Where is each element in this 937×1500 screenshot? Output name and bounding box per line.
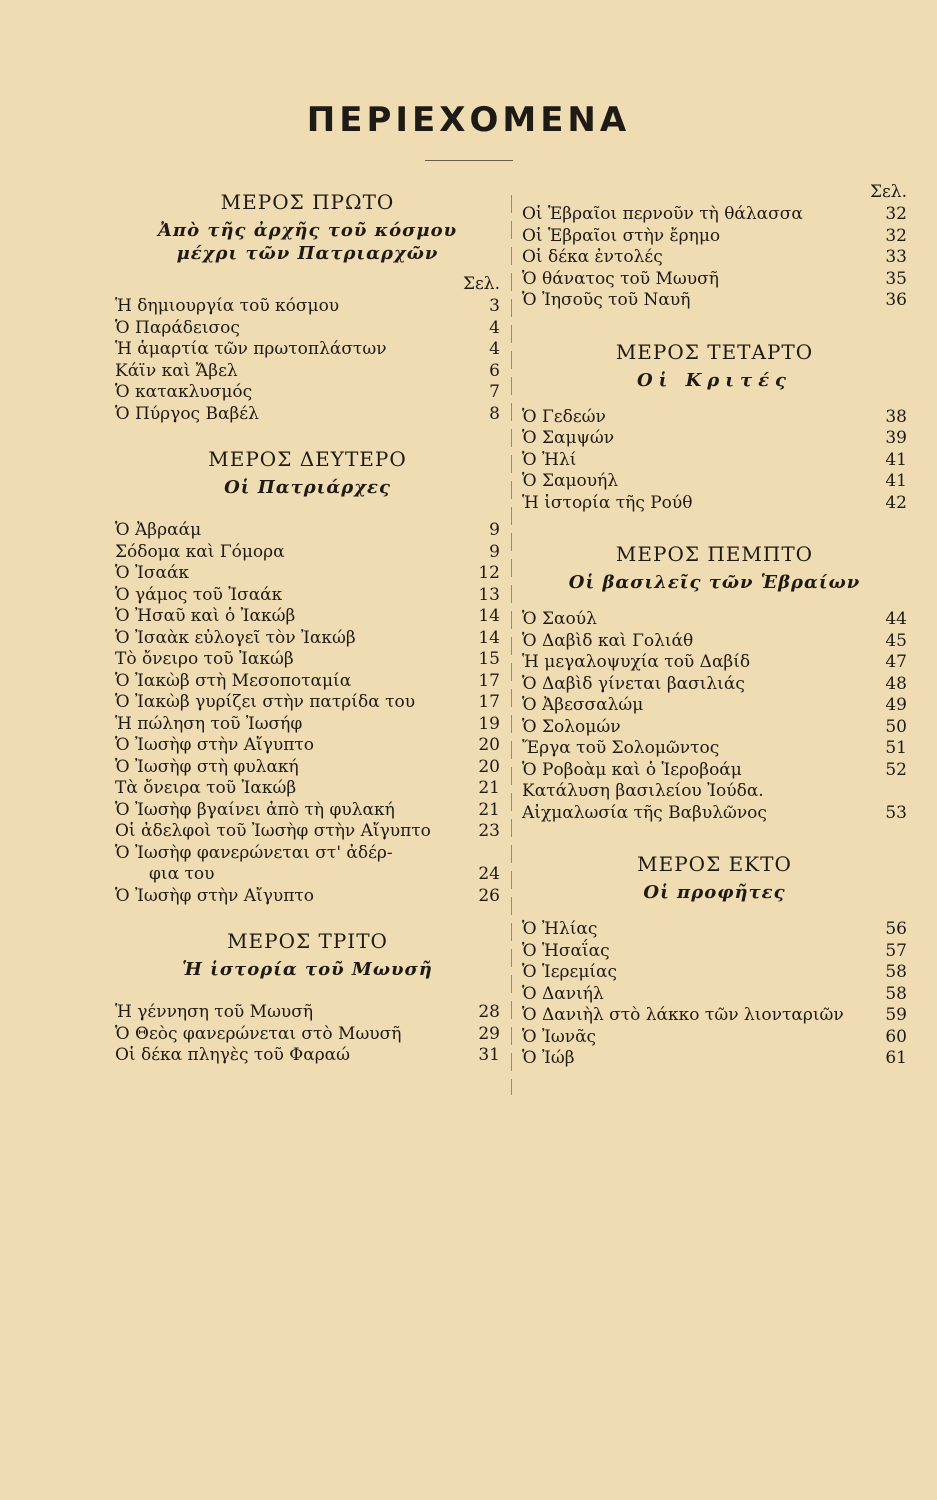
toc-entry	[522, 695, 907, 717]
toc-entry-title: Οἱ δέκα πληγὲς τοῦ Φαραώ	[115, 1045, 351, 1065]
toc-entry	[115, 649, 500, 671]
toc-entry-page: 8	[489, 403, 500, 424]
toc-entry-title: Ὁ Ἡσαΐας	[522, 940, 610, 961]
toc-entry-title: Ὁ Ἠσαῦ καὶ ὁ Ἰακώβ	[115, 606, 296, 626]
toc-entry-title: Ὁ Πύργος Βαβέλ	[115, 403, 259, 424]
toc-entry-page: 42	[885, 492, 907, 513]
toc-entry-page: 57	[885, 940, 907, 961]
toc-entry-page: 29	[478, 1023, 500, 1044]
toc-entry-title: Ὁ Γεδεών	[522, 406, 606, 427]
page-column-label: Σελ.	[462, 274, 500, 294]
toc-entry-page: 39	[885, 428, 907, 448]
toc-entry-page: 21	[478, 799, 500, 820]
toc-entry-page: 26	[478, 885, 500, 906]
toc-entry	[522, 717, 907, 739]
toc-entry	[522, 269, 907, 291]
toc-entry	[522, 803, 907, 825]
toc-entry	[115, 628, 500, 650]
toc-entry-page: 32	[885, 225, 907, 246]
toc-list	[522, 919, 907, 1070]
toc-entry-page: 53	[885, 802, 907, 823]
toc-entry-title: Ὁ Ἰωσὴφ στὴ φυλακή	[115, 756, 299, 777]
toc-entry-page: 9	[489, 541, 500, 562]
toc-entry-title: Τὰ ὄνειρα τοῦ Ἰακώβ	[115, 778, 297, 798]
toc-entry	[522, 631, 907, 653]
toc-entry-title: Οἱ Ἑβραῖοι στὴν ἔρημο	[522, 225, 721, 246]
toc-entry-page: 4	[489, 339, 500, 359]
toc-entry-title: Ὁ θάνατος τοῦ Μωυσῆ	[522, 268, 719, 289]
toc-entry	[522, 984, 907, 1006]
toc-entry-title: Κάϊν καὶ Ἄβελ	[115, 360, 238, 381]
toc-entry-title: Ὁ Ἰωνᾶς	[522, 1026, 597, 1047]
toc-entry-page: 20	[478, 756, 500, 777]
toc-entry	[522, 941, 907, 963]
toc-entry-page: 51	[885, 738, 907, 758]
section-title: Οἱ προφῆτες	[643, 882, 786, 903]
toc-entry-title: Ὁ Ἱερεμίας	[522, 962, 618, 982]
toc-entry-title: Ὁ γάμος τοῦ Ἰσαάκ	[115, 584, 283, 605]
part-heading: ΜΕΡΟΣ ΤΕΤΑΡΤΟ	[615, 339, 814, 364]
toc-entry-title: Ὁ Ἰωσὴφ βγαίνει ἀπὸ τὴ φυλακή	[115, 799, 395, 820]
toc-entry-title: Ὁ Ἰώβ	[522, 1048, 575, 1068]
part-heading: ΜΕΡΟΣ ΠΕΜΠΤΟ	[615, 542, 814, 566]
page-column-label: Σελ.	[869, 182, 907, 202]
toc-entry-title: Ὁ Σαμψών	[522, 428, 615, 448]
toc-entry	[522, 247, 907, 269]
toc-entry	[115, 886, 500, 908]
toc-entry	[522, 674, 907, 696]
toc-entry	[115, 714, 500, 736]
toc-entry	[522, 407, 907, 429]
toc-entry-page: 7	[489, 382, 500, 402]
toc-entry	[522, 290, 907, 312]
toc-entry-title: Οἱ Ἑβραῖοι περνοῦν τὴ θάλασσα	[522, 204, 803, 224]
toc-entry	[115, 1024, 500, 1046]
toc-entry-title: Τὸ ὄνειρο τοῦ Ἰακώβ	[115, 649, 294, 669]
toc-entry-page: 3	[489, 296, 500, 316]
toc-entry-page: 47	[885, 652, 907, 672]
toc-entry	[522, 760, 907, 782]
toc-entry-title: Ὁ Δαβὶδ γίνεται βασιλιάς	[522, 673, 745, 694]
toc-entry-page: 60	[885, 1026, 907, 1047]
toc-entry-page: 17	[478, 670, 500, 691]
toc-entry	[115, 778, 500, 800]
toc-entry-page: 38	[885, 406, 907, 427]
toc-entry	[115, 1002, 500, 1024]
toc-entry	[115, 542, 500, 564]
toc-entry-title: Ὁ Σαμουήλ	[522, 471, 619, 491]
toc-entry-title: Ὁ Ἰσαάκ	[115, 563, 190, 583]
toc-entry-title: φια του	[149, 864, 215, 884]
toc-list	[522, 609, 907, 824]
toc-entry-page: 50	[885, 716, 907, 737]
toc-entry	[115, 563, 500, 585]
toc-list	[115, 520, 500, 907]
toc-entry	[115, 843, 500, 865]
toc-entry-page: 23	[478, 821, 500, 841]
toc-entry-title: Ἡ γέννηση τοῦ Μωυσῆ	[115, 1002, 314, 1022]
toc-list	[115, 1002, 500, 1067]
section-title: Ἡ ἱστορία τοῦ Μωυσῆ	[182, 959, 433, 980]
toc-entry-title: Ὁ Ἰωσὴφ στὴν Αἴγυπτο	[115, 885, 315, 906]
toc-entry	[115, 671, 500, 693]
toc-entry-page: 58	[885, 962, 907, 982]
toc-entry-title: Ὁ Ἰωσὴφ στὴν Αἴγυπτο	[115, 735, 315, 755]
toc-entry-page: 59	[885, 1005, 907, 1025]
toc-entry	[522, 738, 907, 760]
section-title: μέχρι τῶν Πατριαρχῶν	[176, 243, 439, 264]
toc-entry-page: 48	[885, 673, 907, 694]
toc-entry-title: Ὁ Δανιὴλ στὸ λάκκο τῶν λιονταριῶν	[522, 1005, 844, 1025]
toc-entry-page: 61	[885, 1048, 907, 1068]
toc-entry	[115, 585, 500, 607]
toc-entry-page: 36	[885, 290, 907, 310]
toc-entry-title: Ἡ δημιουργία τοῦ κόσμου	[115, 296, 340, 316]
part-heading: ΜΕΡΟΣ ΔΕΥΤΕΡΟ	[208, 447, 407, 471]
toc-entry-title: Ὁ Θεὸς φανερώνεται στὸ Μωυσῆ	[115, 1023, 402, 1044]
toc-entry-title: Ὁ Ἰσαὰκ εὐλογεῖ τὸν Ἰακώβ	[115, 627, 356, 648]
toc-entry-title: Οἱ ἀδελφοὶ τοῦ Ἰωσὴφ στὴν Αἴγυπτο	[115, 821, 431, 841]
toc-entry	[115, 520, 500, 542]
toc-entry-title: Ὁ Ἰωσὴφ φανερώνεται στ' ἀδέρ-	[115, 842, 393, 863]
toc-entry	[522, 204, 907, 226]
toc-entry	[522, 471, 907, 493]
toc-entry-title: Ὁ Ἰακὼβ στὴ Μεσοποταμία	[115, 670, 352, 691]
section-title: Οἱ Πατριάρχες	[224, 477, 391, 498]
toc-entry-title: Ὁ Ἠλίας	[522, 919, 598, 939]
toc-list	[115, 296, 500, 425]
toc-entry-page: 45	[885, 630, 907, 651]
part-heading: ΜΕΡΟΣ ΤΡΙΤΟ	[227, 929, 388, 953]
toc-entry-title: Ὁ Ἀβραάμ	[115, 520, 202, 540]
toc-entry-title: Ὁ Ἀβεσσαλώμ	[522, 695, 644, 715]
toc-list	[522, 204, 907, 312]
toc-entry	[522, 1048, 907, 1070]
toc-entry-page: 13	[478, 584, 500, 605]
part-heading: ΜΕΡΟΣ ΠΡΩΤΟ	[220, 190, 395, 214]
part-heading: ΜΕΡΟΣ ΕΚΤΟ	[637, 852, 792, 876]
toc-entry-page: 19	[478, 713, 500, 734]
toc-entry-page: 14	[478, 627, 500, 648]
toc-entry-page: 9	[489, 520, 500, 540]
toc-entry-page: 33	[885, 247, 907, 267]
right-column	[522, 180, 907, 1070]
toc-entry-page: 24	[478, 864, 500, 884]
toc-entry-title: Ἡ ἱστορία τῆς Ρούθ	[522, 492, 693, 513]
toc-entry-title: Ὁ Ἰακὼβ γυρίζει στὴν πατρίδα του	[115, 692, 416, 712]
left-column	[115, 180, 500, 1067]
toc-entry	[522, 781, 907, 803]
toc-entry-title: Ἡ ἁμαρτία τῶν πρωτοπλάστων	[115, 339, 387, 359]
toc-entry	[115, 361, 500, 383]
section-title: Οἱ βασιλεῖς τῶν Ἑβραίων	[568, 572, 861, 593]
toc-entry-page: 28	[478, 1002, 500, 1022]
toc-entry-page: 41	[885, 449, 907, 470]
section-title: Ἀπὸ τῆς ἀρχῆς τοῦ κόσμου	[157, 220, 458, 241]
toc-entry	[115, 692, 500, 714]
toc-entry	[522, 428, 907, 450]
toc-entry	[522, 493, 907, 515]
toc-entry-title: Ὁ Ροβοὰμ καὶ ὁ Ἱεροβοάμ	[522, 759, 742, 780]
toc-entry	[115, 318, 500, 340]
toc-entry-page: 20	[478, 735, 500, 755]
toc-entry	[522, 609, 907, 631]
toc-entry	[522, 652, 907, 674]
toc-entry	[115, 1045, 500, 1067]
toc-entry	[522, 1005, 907, 1027]
toc-entry	[115, 757, 500, 779]
toc-entry-title: Ἔργα τοῦ Σολομῶντος	[522, 738, 720, 758]
toc-entry	[522, 450, 907, 472]
toc-entry-title: Ὁ Σαούλ	[522, 609, 597, 629]
toc-entry-title: Οἱ δέκα ἐντολές	[522, 247, 663, 267]
toc-entry-page: 56	[885, 919, 907, 939]
toc-entry-title: Ὁ Ἠλί	[522, 449, 577, 470]
toc-entry-title: Ὁ Ἰησοῦς τοῦ Ναυῆ	[522, 290, 691, 310]
toc-entry	[115, 606, 500, 628]
column-divider	[511, 195, 512, 1095]
toc-entry-title: Σόδομα καὶ Γόμορα	[115, 541, 285, 562]
toc-entry-title: Ἡ μεγαλοψυχία τοῦ Δαβίδ	[522, 652, 751, 672]
toc-entry-page: 58	[885, 983, 907, 1004]
toc-entry-title: Ὁ Παράδεισος	[115, 317, 240, 338]
toc-entry	[115, 735, 500, 757]
toc-entry	[115, 382, 500, 404]
toc-entry-page: 31	[478, 1045, 500, 1065]
toc-entry	[115, 404, 500, 426]
toc-entry-title: Ὁ Σολομών	[522, 716, 621, 737]
toc-entry	[115, 821, 500, 843]
toc-entry-page: 32	[885, 204, 907, 224]
title-rule	[425, 160, 513, 161]
toc-entry-title: Κατάλυση βασιλείου Ἰούδα.	[522, 781, 764, 801]
toc-entry	[522, 226, 907, 248]
toc-entry-page: 14	[478, 606, 500, 626]
section-title: Οἱ Κριτές	[637, 369, 792, 391]
toc-entry	[115, 296, 500, 318]
toc-entry-title: Αἰχμαλωσία τῆς Βαβυλῶνος	[522, 802, 767, 823]
toc-entry-title: Ὁ Δανιήλ	[522, 983, 604, 1004]
toc-entry-page: 21	[478, 778, 500, 798]
toc-entry-page: 49	[885, 695, 907, 715]
page-title: ΠΕΡΙΕΧΟΜΕΝΑ	[306, 100, 631, 140]
toc-entry-page: 41	[885, 471, 907, 491]
toc-list	[522, 407, 907, 515]
toc-entry-title: Ἡ πώληση τοῦ Ἰωσήφ	[115, 713, 303, 734]
toc-entry-page: 52	[885, 759, 907, 780]
toc-entry-page: 4	[489, 317, 500, 338]
toc-entry-page: 44	[885, 609, 907, 629]
toc-entry-page: 17	[478, 692, 500, 712]
toc-entry	[522, 1027, 907, 1049]
toc-entry	[522, 919, 907, 941]
toc-entry	[522, 962, 907, 984]
toc-entry-page: 15	[478, 649, 500, 669]
toc-entry-page: 6	[489, 360, 500, 381]
toc-entry	[115, 864, 500, 886]
toc-entry-title: Ὁ κατακλυσμός	[115, 382, 253, 402]
toc-entry-page: 35	[885, 268, 907, 289]
toc-entry	[115, 339, 500, 361]
toc-entry	[115, 800, 500, 822]
toc-entry-page: 12	[478, 563, 500, 583]
toc-entry-title: Ὁ Δαβὶδ καὶ Γολιάθ	[522, 630, 694, 651]
